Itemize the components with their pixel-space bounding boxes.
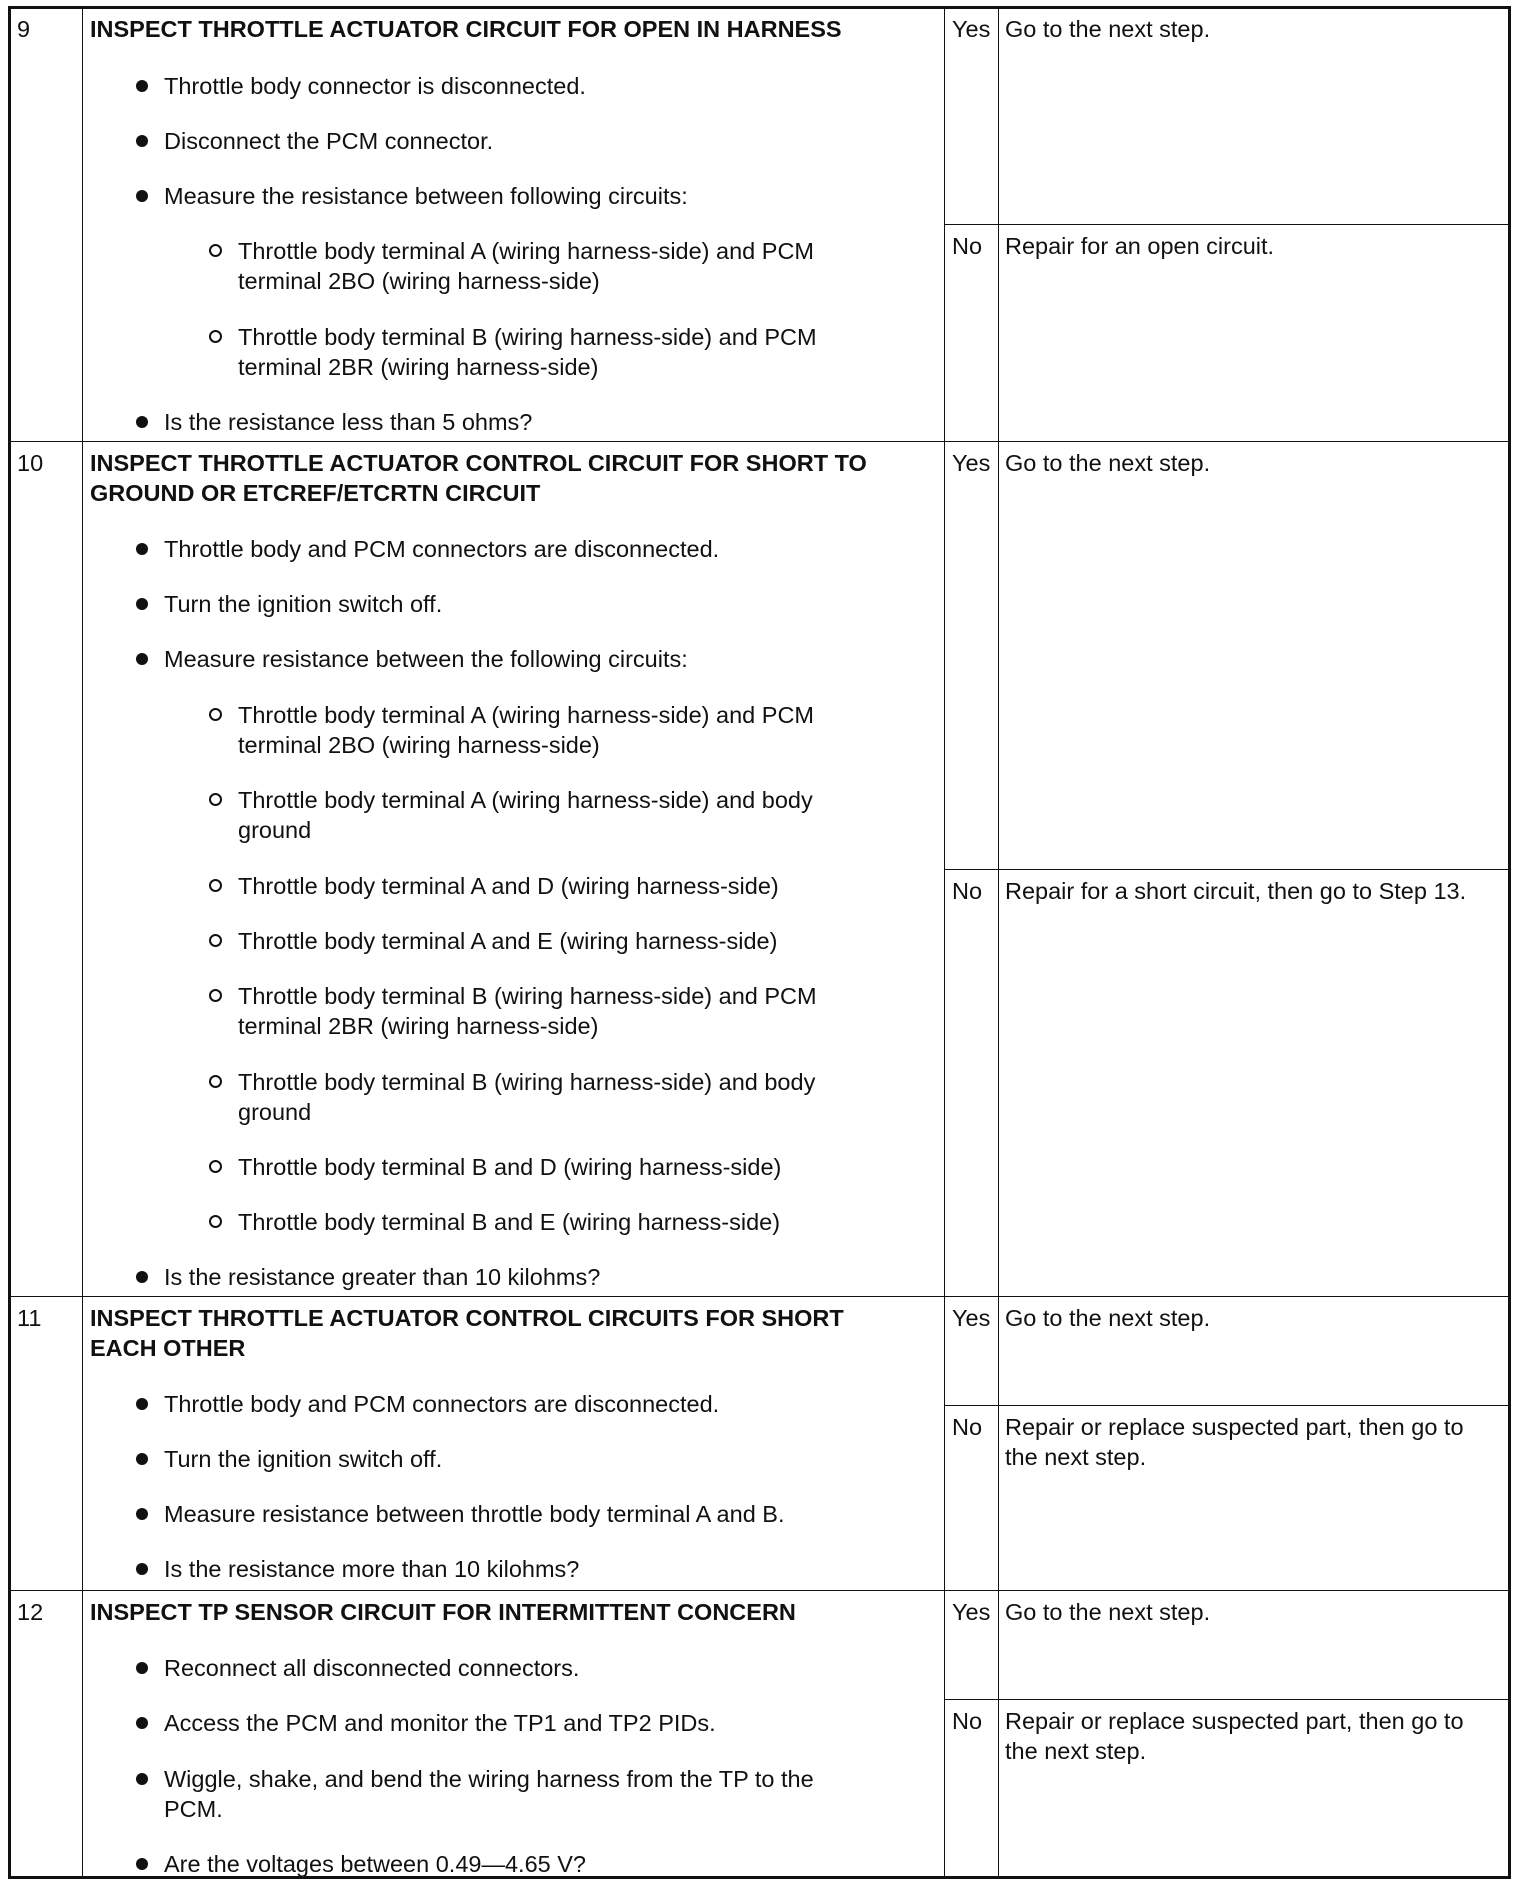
bullet-icon <box>136 80 148 92</box>
check-item: Throttle body and PCM connectors are disconnected. <box>164 536 720 562</box>
bullet-icon <box>136 1717 148 1729</box>
step-number: 10 <box>17 450 44 476</box>
sub-item-line: Throttle body terminal B and E (wiring harness-side) <box>238 1209 781 1235</box>
sub-item-line: Throttle body terminal A and D (wiring harness-side) <box>238 873 779 899</box>
no-action: Repair for an open circuit. <box>1005 233 1275 259</box>
row-divider <box>11 1590 1508 1591</box>
step-number: 12 <box>17 1599 44 1625</box>
yes-action: Go to the next step. <box>1005 16 1211 42</box>
diagnostic-table <box>8 6 1511 1879</box>
yes-no-divider <box>944 1699 1508 1700</box>
yes-action: Go to the next step. <box>1005 1305 1211 1331</box>
sub-item-line: Throttle body terminal B (wiring harness-side) and body <box>238 1069 816 1095</box>
yes-no-divider <box>944 1405 1508 1406</box>
question-item: Is the resistance less than 5 ohms? <box>164 409 533 435</box>
bullet-icon <box>136 1508 148 1520</box>
sub-bullet-icon <box>209 934 222 947</box>
check-item: Measure resistance between the following circuits: <box>164 646 688 672</box>
check-item: Reconnect all disconnected connectors. <box>164 1655 580 1681</box>
bullet-icon <box>136 135 148 147</box>
column-divider <box>998 9 999 1876</box>
sub-item-line: Throttle body terminal B (wiring harness-side) and PCM <box>238 324 817 350</box>
sub-item-line: terminal 2BR (wiring harness-side) <box>238 354 599 380</box>
question-item: Is the resistance more than 10 kilohms? <box>164 1556 580 1582</box>
bullet-icon <box>136 1773 148 1785</box>
sub-item-line: Throttle body terminal A (wiring harness-side) and body <box>238 787 813 813</box>
step-number: 9 <box>17 16 31 42</box>
check-item: PCM. <box>164 1796 223 1822</box>
sub-bullet-icon <box>209 793 222 806</box>
bullet-icon <box>136 1398 148 1410</box>
sub-bullet-icon <box>209 708 222 721</box>
step-title: INSPECT THROTTLE ACTUATOR CONTROL CIRCUITS FOR SHORT <box>90 1305 844 1331</box>
column-divider <box>82 9 83 1876</box>
bullet-icon <box>136 653 148 665</box>
check-item: Turn the ignition switch off. <box>164 1446 443 1472</box>
sub-item-line: ground <box>238 817 312 843</box>
sub-item-line: Throttle body terminal B (wiring harness-side) and PCM <box>238 983 817 1009</box>
no-action: Repair for a short circuit, then go to Step 13. <box>1005 878 1467 904</box>
yes-label: Yes <box>952 450 991 476</box>
sub-bullet-icon <box>209 330 222 343</box>
check-item: Measure the resistance between following circuits: <box>164 183 688 209</box>
sub-item-line: terminal 2BO (wiring harness-side) <box>238 268 600 294</box>
step-title: INSPECT THROTTLE ACTUATOR CONTROL CIRCUIT FOR SHORT TO <box>90 450 867 476</box>
bullet-icon <box>136 598 148 610</box>
step-title: INSPECT TP SENSOR CIRCUIT FOR INTERMITTENT CONCERN <box>90 1599 796 1625</box>
no-action: Repair or replace suspected part, then go to <box>1005 1708 1464 1734</box>
check-item: Measure resistance between throttle body terminal A and B. <box>164 1501 785 1527</box>
question-item: Is the resistance greater than 10 kilohms? <box>164 1264 601 1290</box>
yes-no-divider <box>944 869 1508 870</box>
sub-item-line: terminal 2BO (wiring harness-side) <box>238 732 600 758</box>
no-label: No <box>952 1414 983 1440</box>
yes-no-divider <box>944 224 1508 225</box>
check-item: Access the PCM and monitor the TP1 and TP2 PIDs. <box>164 1710 716 1736</box>
sub-item-line: Throttle body terminal A (wiring harness-side) and PCM <box>238 702 814 728</box>
sub-item-line: Throttle body terminal A (wiring harness-side) and PCM <box>238 238 814 264</box>
bullet-icon <box>136 416 148 428</box>
no-action: the next step. <box>1005 1444 1147 1470</box>
sub-item-line: ground <box>238 1099 312 1125</box>
sub-item-line: Throttle body terminal B and D (wiring harness-side) <box>238 1154 782 1180</box>
bullet-icon <box>136 1858 148 1870</box>
yes-label: Yes <box>952 1599 991 1625</box>
sub-item-line: terminal 2BR (wiring harness-side) <box>238 1013 599 1039</box>
check-item: Throttle body connector is disconnected. <box>164 73 586 99</box>
bullet-icon <box>136 190 148 202</box>
yes-action: Go to the next step. <box>1005 1599 1211 1625</box>
sub-bullet-icon <box>209 1215 222 1228</box>
column-divider <box>944 9 945 1876</box>
check-item: Turn the ignition switch off. <box>164 591 443 617</box>
row-divider <box>11 441 1508 442</box>
bullet-icon <box>136 1563 148 1575</box>
row-divider <box>11 1296 1508 1297</box>
no-label: No <box>952 1708 983 1734</box>
no-action: the next step. <box>1005 1738 1147 1764</box>
step-number: 11 <box>17 1305 42 1331</box>
sub-bullet-icon <box>209 879 222 892</box>
yes-label: Yes <box>952 16 991 42</box>
no-label: No <box>952 233 983 259</box>
bullet-icon <box>136 543 148 555</box>
step-title: INSPECT THROTTLE ACTUATOR CIRCUIT FOR OPEN IN HARNESS <box>90 16 842 42</box>
sub-bullet-icon <box>209 1075 222 1088</box>
check-item: Throttle body and PCM connectors are disconnected. <box>164 1391 720 1417</box>
check-item: Wiggle, shake, and bend the wiring harness from the TP to the <box>164 1766 814 1792</box>
sub-item-line: Throttle body terminal A and E (wiring harness-side) <box>238 928 778 954</box>
step-title: EACH OTHER <box>90 1335 246 1361</box>
sub-bullet-icon <box>209 244 222 257</box>
bullet-icon <box>136 1453 148 1465</box>
sub-bullet-icon <box>209 989 222 1002</box>
question-item: Are the voltages between 0.49—4.65 V? <box>164 1851 586 1877</box>
bullet-icon <box>136 1271 148 1283</box>
yes-label: Yes <box>952 1305 991 1331</box>
sub-bullet-icon <box>209 1160 222 1173</box>
yes-action: Go to the next step. <box>1005 450 1211 476</box>
no-action: Repair or replace suspected part, then go to <box>1005 1414 1464 1440</box>
step-title: GROUND OR ETCREF/ETCRTN CIRCUIT <box>90 480 541 506</box>
check-item: Disconnect the PCM connector. <box>164 128 494 154</box>
bullet-icon <box>136 1662 148 1674</box>
no-label: No <box>952 878 983 904</box>
